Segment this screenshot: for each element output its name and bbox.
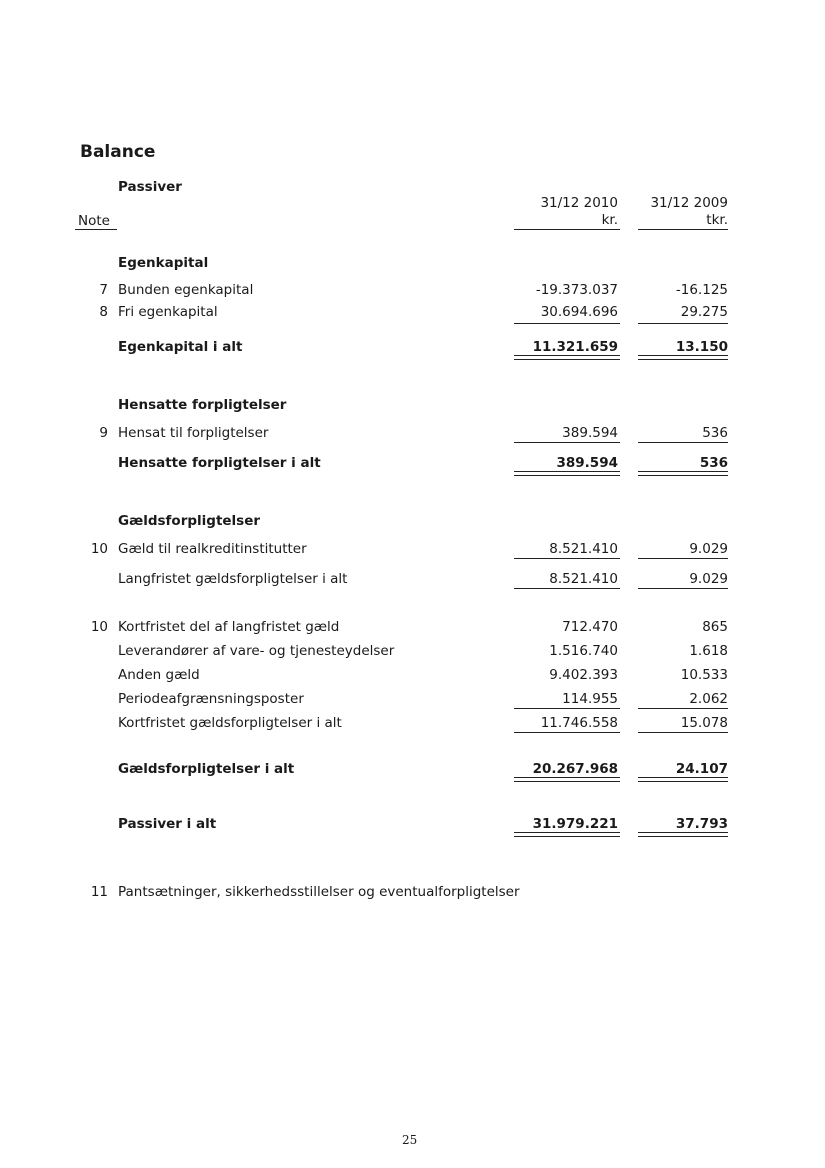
row-note: 8 [99, 304, 108, 320]
row-value-2010: 712.470 [562, 619, 618, 635]
total-double-rule [514, 777, 620, 782]
page-title: Balance [80, 142, 156, 162]
row-value-2010: 11.746.558 [540, 715, 618, 731]
total-label: Gældsforpligtelser i alt [118, 761, 295, 777]
row-label: Kortfristet gældsforpligtelser i alt [118, 715, 342, 731]
subtotal-rule [514, 732, 620, 733]
row-label: Fri egenkapital [118, 304, 218, 320]
footnote-number: 11 [90, 884, 108, 900]
row-value-2009: 1.618 [689, 643, 728, 659]
row-value-2010: 8.521.410 [549, 571, 618, 587]
note-column-header: Note [78, 213, 110, 229]
subtotal-rule [514, 558, 620, 559]
total-value-2010: 389.594 [556, 455, 618, 471]
col2-header-rule [638, 229, 728, 230]
row-value-2009: 9.029 [689, 541, 728, 557]
row-label: Gæld til realkreditinstitutter [118, 541, 307, 557]
subtotal-rule [514, 442, 620, 443]
row-value-2010: 9.402.393 [549, 667, 618, 683]
row-label: Anden gæld [118, 667, 200, 683]
subtotal-rule [514, 588, 620, 589]
total-label: Hensatte forpligtelser i alt [118, 455, 321, 471]
total-double-rule [514, 355, 620, 360]
row-value-2009: 536 [702, 425, 728, 441]
section-heading: Passiver [118, 179, 182, 195]
row-note: 7 [99, 282, 108, 298]
total-double-rule [638, 832, 728, 837]
grand-total-value-2010: 31.979.221 [532, 816, 618, 832]
row-value-2009: 29.275 [680, 304, 728, 320]
row-label: Hensat til forpligtelser [118, 425, 269, 441]
col1-header-rule [514, 229, 620, 230]
total-value-2009: 13.150 [675, 339, 728, 355]
row-label: Periodeafgrænsningsposter [118, 691, 304, 707]
row-value-2010: 114.955 [562, 691, 618, 707]
note-header-rule [75, 229, 117, 230]
total-double-rule [638, 355, 728, 360]
gaeld-heading: Gældsforpligtelser [118, 513, 261, 529]
row-label: Bunden egenkapital [118, 282, 254, 298]
row-label: Leverandører af vare- og tjenesteydelser [118, 643, 395, 659]
row-note: 9 [99, 425, 108, 441]
row-value-2010: 1.516.740 [549, 643, 618, 659]
row-value-2009: 9.029 [689, 571, 728, 587]
total-value-2009: 536 [699, 455, 728, 471]
subtotal-rule [514, 323, 620, 324]
grand-total-label: Passiver i alt [118, 816, 217, 832]
col1-unit: kr. [601, 212, 618, 228]
subtotal-rule [638, 732, 728, 733]
row-value-2010: 30.694.696 [540, 304, 618, 320]
subtotal-rule [638, 323, 728, 324]
row-value-2009: 865 [702, 619, 728, 635]
row-value-2009: -16.125 [675, 282, 728, 298]
subtotal-rule [638, 442, 728, 443]
total-double-rule [638, 471, 728, 476]
total-double-rule [638, 777, 728, 782]
row-value-2009: 10.533 [680, 667, 728, 683]
total-label: Egenkapital i alt [118, 339, 243, 355]
col2-date: 31/12 2009 [650, 195, 728, 211]
total-double-rule [514, 832, 620, 837]
row-value-2009: 2.062 [689, 691, 728, 707]
row-note: 10 [90, 541, 108, 557]
row-note: 10 [90, 619, 108, 635]
total-value-2009: 24.107 [675, 761, 728, 777]
row-label: Kortfristet del af langfristet gæld [118, 619, 340, 635]
hensatte-heading: Hensatte forpligtelser [118, 397, 287, 413]
col1-date: 31/12 2010 [540, 195, 618, 211]
subtotal-rule [514, 708, 620, 709]
row-label: Langfristet gældsforpligtelser i alt [118, 571, 348, 587]
total-value-2010: 20.267.968 [532, 761, 618, 777]
total-value-2010: 11.321.659 [532, 339, 618, 355]
row-value-2009: 15.078 [680, 715, 728, 731]
row-value-2010: 8.521.410 [549, 541, 618, 557]
subtotal-rule [638, 708, 728, 709]
egenkapital-heading: Egenkapital [118, 255, 209, 271]
subtotal-rule [638, 588, 728, 589]
row-value-2010: 389.594 [562, 425, 618, 441]
page-number: 25 [402, 1133, 418, 1147]
row-value-2010: -19.373.037 [535, 282, 618, 298]
footnote-text: Pantsætninger, sikkerhedsstillelser og eventualforpligtelser [118, 884, 520, 900]
grand-total-value-2009: 37.793 [675, 816, 728, 832]
total-double-rule [514, 471, 620, 476]
col2-unit: tkr. [706, 212, 728, 228]
subtotal-rule [638, 558, 728, 559]
